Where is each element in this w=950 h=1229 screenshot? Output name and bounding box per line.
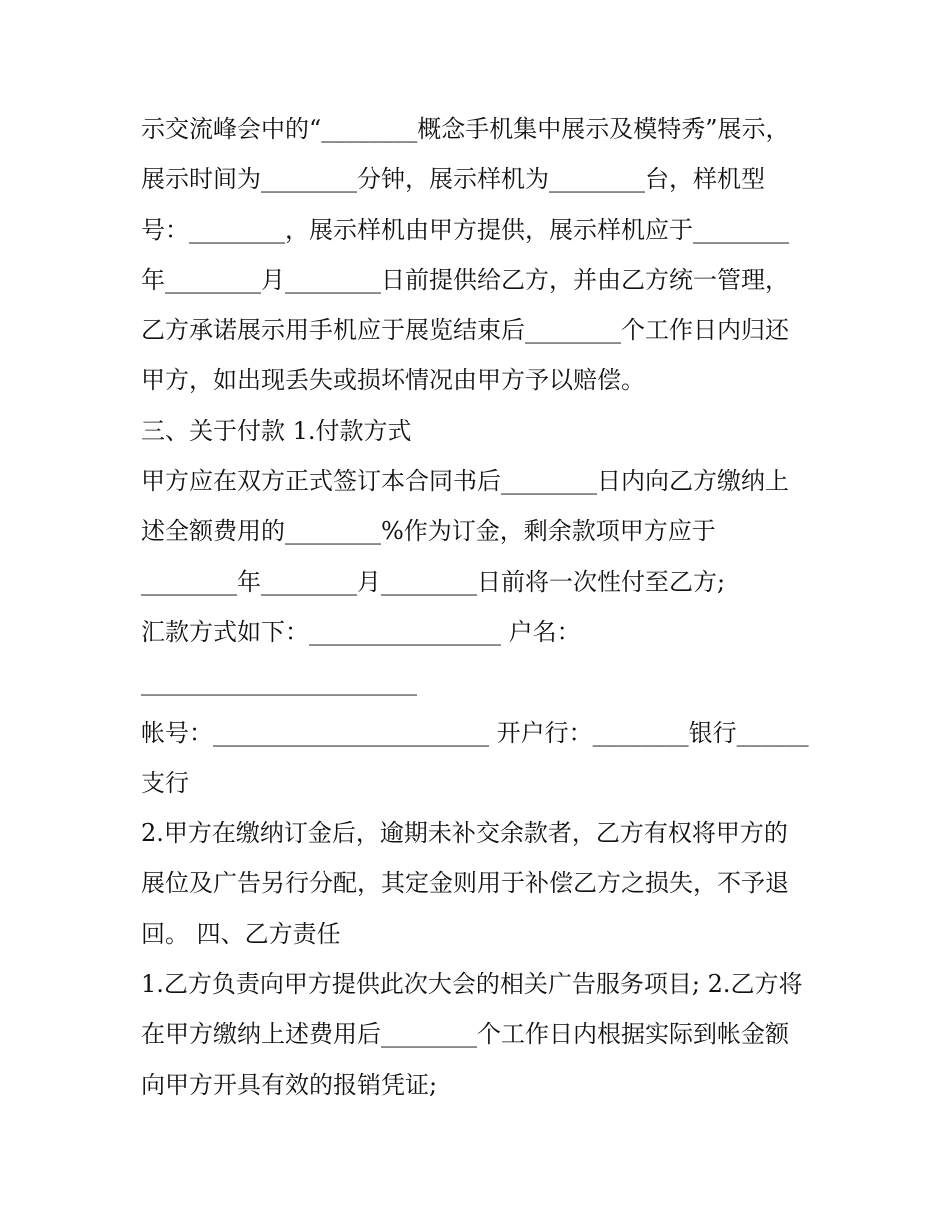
text-line: 1.乙方负责向甲方提供此次大会的相关广告服务项目; 2.乙方将 — [141, 970, 803, 999]
account-name-blank: _______________________ — [141, 668, 417, 697]
text-line: 展示时间为________分钟，展示样机为________台，样机型 — [141, 165, 765, 194]
text-line: 甲方，如出现丢失或损坏情况由甲方予以赔偿。 — [141, 366, 645, 395]
text-line: 年________月________日前提供给乙方，并由乙方统一管理， — [141, 265, 789, 294]
text-line: 在甲方缴纳上述费用后________个工作日内根据实际到帐金额 — [141, 1020, 789, 1049]
contract-text — [141, 104, 841, 1110]
text-line: 支行 — [141, 768, 189, 797]
section-heading-payment: 三、关于付款 1.付款方式 — [141, 416, 412, 445]
remittance-line: 汇款方式如下：________________ 户名： — [141, 617, 581, 646]
text-line: 甲方应在双方正式签订本合同书后________日内向乙方缴纳上 — [141, 467, 789, 496]
text-line: 向甲方开具有效的报销凭证; — [141, 1070, 438, 1099]
account-number-line: 帐号：_______________________ 开户行：________银行______ — [141, 718, 809, 747]
text-line: 2.甲方在缴纳订金后，逾期未补交余款者，乙方有权将甲方的 — [141, 819, 788, 848]
text-line: 展位及广告另行分配，其定金则用于补偿乙方之损失，不予退 — [141, 869, 789, 898]
text-line: 述全额费用的________%作为订金，剩余款项甲方应于 — [141, 517, 716, 546]
text-line: ________年________月________日前将一次性付至乙方; — [141, 567, 726, 596]
text-line: 乙方承诺展示用手机应于展览结束后________个工作日内归还 — [141, 316, 789, 345]
section-heading-party-b: 回。 四、乙方责任 — [141, 919, 341, 948]
text-line: 示交流峰会中的“________概念手机集中展示及模特秀”展示， — [141, 115, 790, 143]
text-line: 号：________，展示样机由甲方提供，展示样机应于________ — [141, 215, 789, 244]
